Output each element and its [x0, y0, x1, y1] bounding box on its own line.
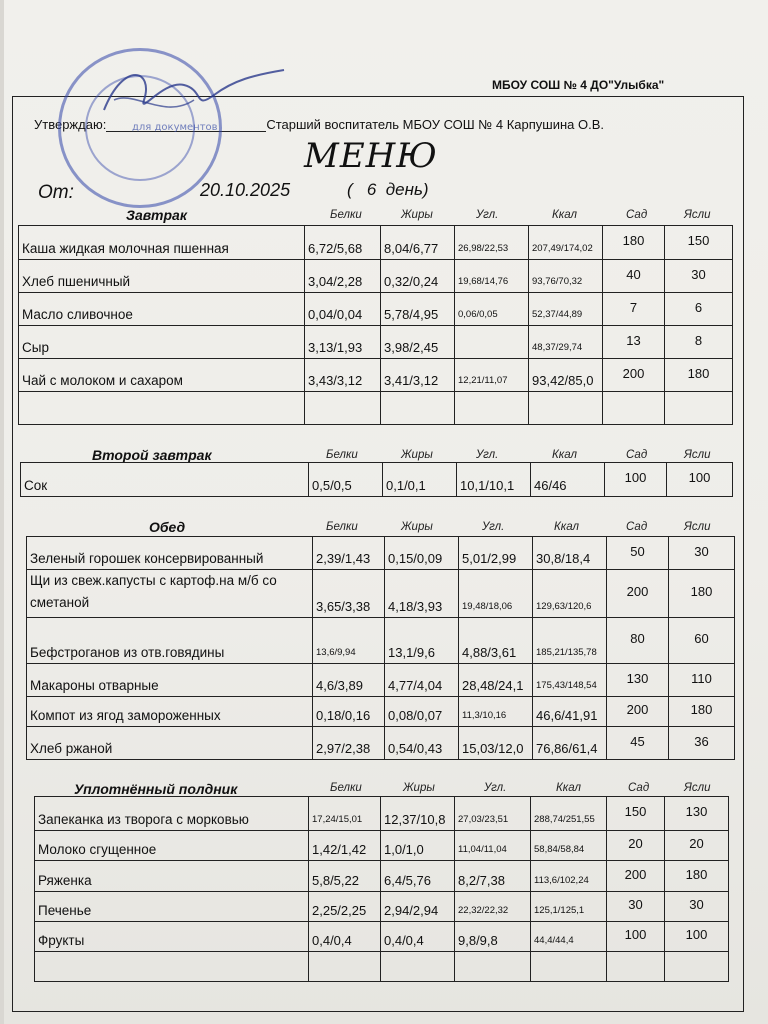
dish-name: Макароны отварные	[27, 664, 313, 697]
col-protein: Белки	[326, 449, 358, 461]
garden-portion: 40	[603, 260, 665, 293]
breakfast-title: Завтрак	[126, 207, 187, 223]
fat-value: 0,1/0,1	[383, 463, 457, 497]
kcal-value: 46,6/41,91	[533, 697, 607, 727]
snack-table	[34, 796, 729, 982]
garden-portion: 7	[603, 293, 665, 326]
table-row	[35, 952, 729, 982]
carbs-value: 9,8/9,8	[455, 922, 531, 952]
protein-value	[309, 952, 381, 982]
nursery-portion: 6	[665, 293, 733, 326]
col-carbs: Угл.	[484, 782, 507, 794]
date-label: От:	[38, 182, 74, 203]
nursery-portion	[665, 392, 733, 425]
protein-value: 6,72/5,68	[305, 226, 381, 260]
col-carbs: Угл.	[482, 521, 505, 533]
menu-sheet	[4, 0, 768, 1024]
kcal-value: 175,43/148,54	[533, 664, 607, 697]
fat-value: 0,08/0,07	[385, 697, 459, 727]
protein-value: 2,25/2,25	[309, 892, 381, 922]
carbs-value: 19,48/18,06	[459, 570, 533, 618]
table-row	[35, 861, 729, 892]
table-row	[27, 727, 735, 760]
menu-day: ( 6 день)	[347, 180, 429, 199]
kcal-value	[529, 392, 603, 425]
table-row	[27, 537, 735, 570]
dish-name: Зеленый горошек консервированный	[27, 537, 313, 570]
col-garden: Сад	[626, 521, 648, 533]
table-row	[19, 359, 733, 392]
fat-value: 3,41/3,12	[381, 359, 455, 392]
protein-value: 3,43/3,12	[305, 359, 381, 392]
kcal-value: 76,86/61,4	[533, 727, 607, 760]
protein-value: 0,5/0,5	[309, 463, 383, 497]
protein-value: 3,13/1,93	[305, 326, 381, 359]
dish-name: Ряженка	[35, 861, 309, 892]
garden-portion: 200	[607, 861, 665, 892]
protein-value: 17,24/15,01	[309, 797, 381, 831]
dish-name: Сок	[21, 463, 309, 497]
table-row	[35, 831, 729, 861]
fat-value: 5,78/4,95	[381, 293, 455, 326]
dish-name: Щи из свеж.капусты с картоф.на м/б со сметаной	[27, 570, 313, 618]
lunch-table	[26, 536, 735, 760]
fat-value: 4,77/4,04	[385, 664, 459, 697]
dish-name: Бефстроганов из отв.говядины	[27, 618, 313, 664]
col-protein: Белки	[330, 209, 362, 221]
fat-value: 4,18/3,93	[385, 570, 459, 618]
carbs-value: 5,01/2,99	[459, 537, 533, 570]
carbs-value: 19,68/14,76	[455, 260, 529, 293]
table-row	[19, 226, 733, 260]
protein-value: 2,39/1,43	[313, 537, 385, 570]
nursery-portion: 30	[669, 537, 735, 570]
nursery-portion: 100	[665, 922, 729, 952]
table-row	[35, 797, 729, 831]
nursery-portion: 8	[665, 326, 733, 359]
nursery-portion	[665, 952, 729, 982]
dish-name: Хлеб ржаной	[27, 727, 313, 760]
fat-value	[381, 952, 455, 982]
second-breakfast-title: Второй завтрак	[92, 447, 212, 463]
snack-title: Уплотнённый полдник	[74, 781, 238, 797]
col-carbs: Угл.	[476, 449, 499, 461]
fat-value: 0,4/0,4	[381, 922, 455, 952]
approve-label: Утверждаю:	[34, 117, 107, 132]
menu-date: 20.10.2025	[200, 180, 291, 200]
garden-portion: 80	[607, 618, 669, 664]
garden-portion: 150	[607, 797, 665, 831]
protein-value: 3,65/3,38	[313, 570, 385, 618]
protein-value: 1,42/1,42	[309, 831, 381, 861]
carbs-value: 15,03/12,0	[459, 727, 533, 760]
kcal-value: 185,21/135,78	[533, 618, 607, 664]
dish-name: Чай с молоком и сахаром	[19, 359, 305, 392]
protein-value: 0,18/0,16	[313, 697, 385, 727]
nursery-portion: 180	[669, 697, 735, 727]
kcal-value: 44,4/44,4	[531, 922, 607, 952]
table-row	[35, 892, 729, 922]
col-protein: Белки	[326, 521, 358, 533]
garden-portion: 13	[603, 326, 665, 359]
carbs-value: 0,06/0,05	[455, 293, 529, 326]
col-kcal: Ккал	[552, 209, 577, 221]
col-protein: Белки	[330, 782, 362, 794]
carbs-value	[455, 952, 531, 982]
protein-value: 3,04/2,28	[305, 260, 381, 293]
col-nursery: Ясли	[684, 782, 711, 794]
col-nursery: Ясли	[684, 449, 711, 461]
garden-portion: 20	[607, 831, 665, 861]
garden-portion: 200	[607, 697, 669, 727]
table-row	[27, 570, 735, 618]
col-carbs: Угл.	[476, 209, 499, 221]
col-kcal: Ккал	[556, 782, 581, 794]
carbs-value: 10,1/10,1	[457, 463, 531, 497]
approval-line	[34, 117, 604, 132]
nursery-portion: 30	[665, 260, 733, 293]
garden-portion: 180	[603, 226, 665, 260]
table-row	[19, 293, 733, 326]
protein-value: 0,4/0,4	[309, 922, 381, 952]
kcal-value: 93,76/70,32	[529, 260, 603, 293]
col-kcal: Ккал	[554, 521, 579, 533]
fat-value: 0,32/0,24	[381, 260, 455, 293]
nursery-portion: 180	[669, 570, 735, 618]
table-row	[35, 922, 729, 952]
fat-value: 3,98/2,45	[381, 326, 455, 359]
kcal-value: 207,49/174,02	[529, 226, 603, 260]
carbs-value: 27,03/23,51	[455, 797, 531, 831]
protein-value: 13,6/9,94	[313, 618, 385, 664]
stamp-center-text: для документов	[132, 122, 218, 133]
carbs-value: 28,48/24,1	[459, 664, 533, 697]
kcal-value: 129,63/120,6	[533, 570, 607, 618]
table-row	[19, 326, 733, 359]
kcal-value: 48,37/29,74	[529, 326, 603, 359]
protein-value: 2,97/2,38	[313, 727, 385, 760]
kcal-value: 113,6/102,24	[531, 861, 607, 892]
nursery-portion: 180	[665, 359, 733, 392]
fat-value	[381, 392, 455, 425]
dish-name: Фрукты	[35, 922, 309, 952]
kcal-value: 288,74/251,55	[531, 797, 607, 831]
garden-portion	[607, 952, 665, 982]
garden-portion: 200	[607, 570, 669, 618]
kcal-value: 58,84/58,84	[531, 831, 607, 861]
carbs-value: 12,21/11,07	[455, 359, 529, 392]
carbs-value: 4,88/3,61	[459, 618, 533, 664]
protein-value: 4,6/3,89	[313, 664, 385, 697]
table-row	[27, 618, 735, 664]
col-fat: Жиры	[401, 521, 433, 533]
garden-portion: 100	[605, 463, 667, 497]
col-nursery: Ясли	[684, 521, 711, 533]
table-row	[21, 463, 733, 497]
nursery-portion: 60	[669, 618, 735, 664]
carbs-value: 26,98/22,53	[455, 226, 529, 260]
carbs-value	[455, 392, 529, 425]
fat-value: 12,37/10,8	[381, 797, 455, 831]
dish-name: Хлеб пшеничный	[19, 260, 305, 293]
page-title: МЕНЮ	[304, 136, 438, 176]
kcal-value	[531, 952, 607, 982]
carbs-value: 11,3/10,16	[459, 697, 533, 727]
garden-portion: 30	[607, 892, 665, 922]
dish-name: Масло сливочное	[19, 293, 305, 326]
garden-portion: 50	[607, 537, 669, 570]
fat-value: 0,15/0,09	[385, 537, 459, 570]
carbs-value: 8,2/7,38	[455, 861, 531, 892]
carbs-value	[455, 326, 529, 359]
protein-value	[305, 392, 381, 425]
breakfast-table	[18, 225, 733, 425]
col-kcal: Ккал	[552, 449, 577, 461]
col-fat: Жиры	[401, 449, 433, 461]
carbs-value: 22,32/22,32	[455, 892, 531, 922]
col-garden: Сад	[626, 449, 648, 461]
dish-name: Каша жидкая молочная пшенная	[19, 226, 305, 260]
dish-name	[35, 952, 309, 982]
nursery-portion: 20	[665, 831, 729, 861]
nursery-portion: 180	[665, 861, 729, 892]
school-name: МБОУ СОШ № 4 ДО"Улыбка"	[492, 78, 665, 92]
lunch-title: Обед	[149, 519, 186, 535]
kcal-value: 52,37/44,89	[529, 293, 603, 326]
col-fat: Жиры	[403, 782, 435, 794]
kcal-value: 30,8/18,4	[533, 537, 607, 570]
kcal-value: 46/46	[531, 463, 605, 497]
kcal-value: 125,1/125,1	[531, 892, 607, 922]
table-row	[19, 260, 733, 293]
dish-name: Компот из ягод замороженных	[27, 697, 313, 727]
fat-value: 6,4/5,76	[381, 861, 455, 892]
nursery-portion: 36	[669, 727, 735, 760]
second-breakfast-table	[20, 462, 733, 497]
table-row	[19, 392, 733, 425]
nursery-portion: 130	[665, 797, 729, 831]
fat-value: 13,1/9,6	[385, 618, 459, 664]
nursery-portion: 100	[667, 463, 733, 497]
dish-name: Печенье	[35, 892, 309, 922]
garden-portion: 45	[607, 727, 669, 760]
nursery-portion: 110	[669, 664, 735, 697]
carbs-value: 11,04/11,04	[455, 831, 531, 861]
fat-value: 0,54/0,43	[385, 727, 459, 760]
garden-portion: 200	[603, 359, 665, 392]
protein-value: 5,8/5,22	[309, 861, 381, 892]
garden-portion: 100	[607, 922, 665, 952]
dish-name: Сыр	[19, 326, 305, 359]
fat-value: 8,04/6,77	[381, 226, 455, 260]
kcal-value: 93,42/85,0	[529, 359, 603, 392]
col-garden: Сад	[628, 782, 650, 794]
signature-blank	[106, 119, 266, 132]
garden-portion	[603, 392, 665, 425]
fat-value: 1,0/1,0	[381, 831, 455, 861]
col-nursery: Ясли	[684, 209, 711, 221]
dish-name	[19, 392, 305, 425]
fat-value: 2,94/2,94	[381, 892, 455, 922]
garden-portion: 130	[607, 664, 669, 697]
dish-name: Запеканка из творога с морковью	[35, 797, 309, 831]
nursery-portion: 150	[665, 226, 733, 260]
nursery-portion: 30	[665, 892, 729, 922]
protein-value: 0,04/0,04	[305, 293, 381, 326]
table-row	[27, 664, 735, 697]
table-row	[27, 697, 735, 727]
approver-name: Старший воспитатель МБОУ СОШ № 4 Карпушина О.В.	[266, 117, 604, 132]
col-fat: Жиры	[401, 209, 433, 221]
col-garden: Сад	[626, 209, 648, 221]
dish-name: Молоко сгущенное	[35, 831, 309, 861]
